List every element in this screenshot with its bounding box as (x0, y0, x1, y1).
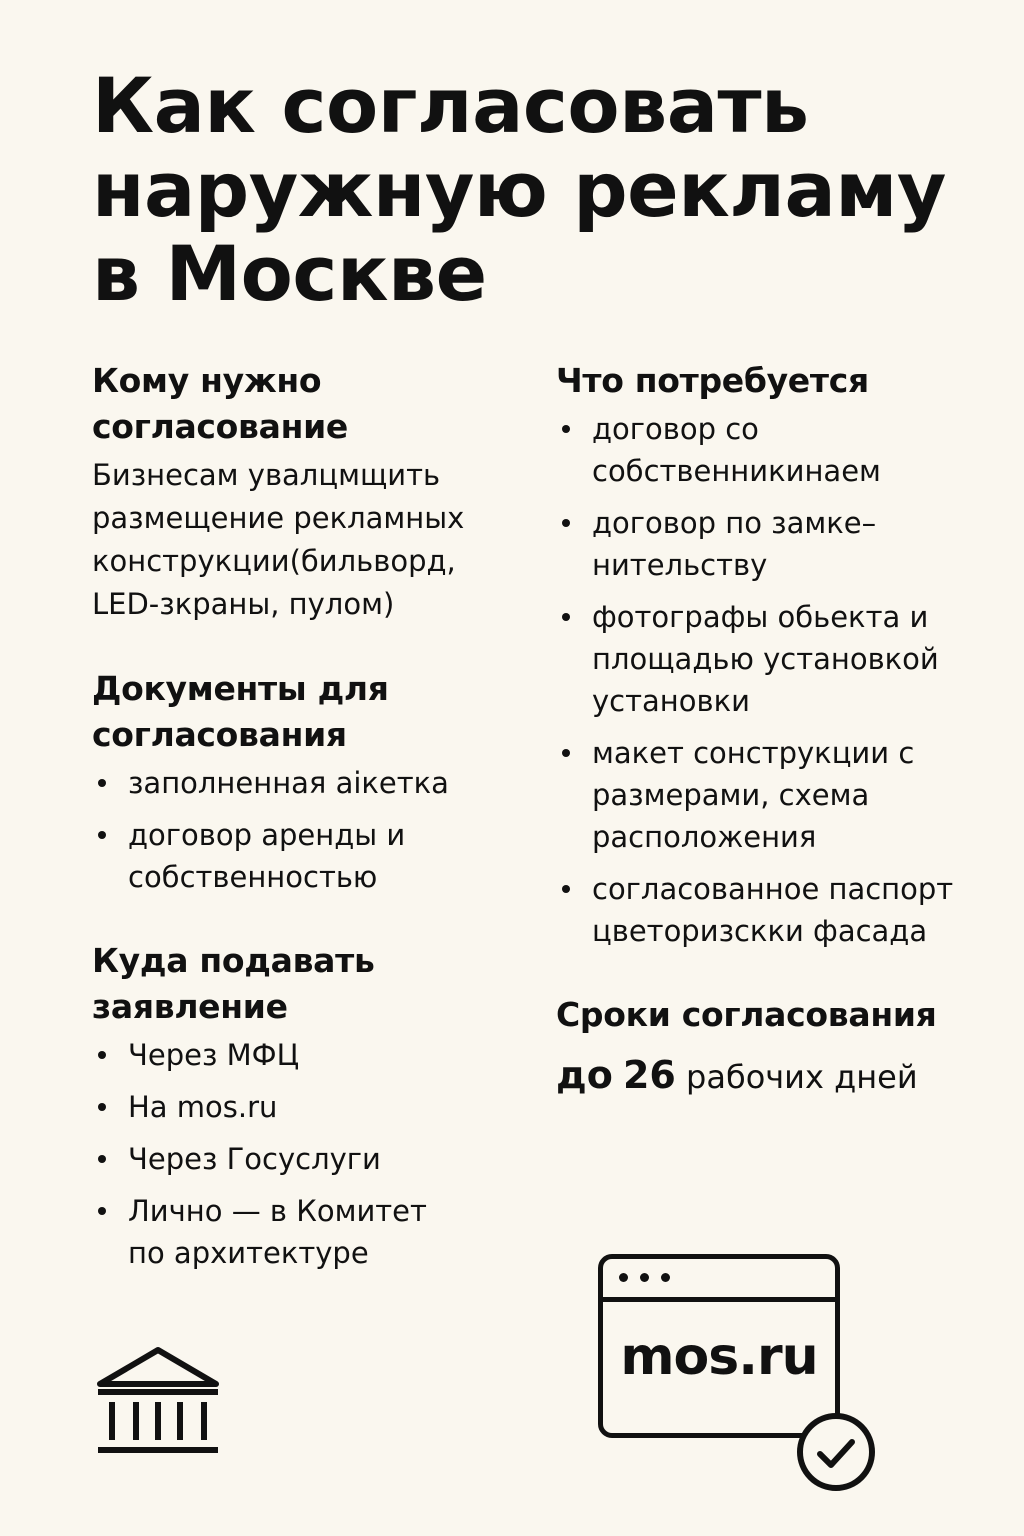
list-item: договор со собственникинаем (556, 408, 922, 492)
where-list (92, 1034, 512, 1274)
title-line-1: Как согласовать (92, 61, 809, 150)
documents-heading-line-2: согласования (92, 715, 347, 754)
documents-list (92, 762, 512, 898)
documents-heading (92, 666, 512, 758)
list-item: На mos.ru (92, 1086, 512, 1128)
where-section (92, 938, 512, 1274)
required-section (556, 358, 996, 952)
required-heading: Что потребуется (556, 361, 869, 400)
documents-section (92, 666, 512, 898)
browser-dots (619, 1273, 670, 1282)
checkmark-circle-icon (794, 1410, 878, 1494)
where-heading-line-2: заявление (92, 987, 288, 1026)
browser-label: mos.ru (620, 1327, 818, 1387)
government-building-icon (92, 1344, 224, 1460)
who-heading (92, 358, 512, 450)
page-title (92, 61, 972, 318)
deadline-prefix: до (556, 1053, 613, 1097)
who-text: Бизнесам увалцмщить размещение рекламных конструкции(бильворд, LED-зкраны, пулом) (92, 458, 465, 621)
required-list (556, 408, 996, 952)
browser-divider (603, 1297, 835, 1302)
where-heading-line-1: Куда подавать (92, 941, 375, 980)
who-heading-line-1: Кому нужно (92, 361, 322, 400)
title-line-2: наружную рекламу (92, 145, 946, 234)
list-item: заполненная аiкетка (92, 762, 512, 804)
list-item: макет сонструкции с размерами, схема расположения (556, 732, 932, 858)
list-item: согласованное паспорт цветоризскки фасада (556, 868, 972, 952)
left-column (92, 358, 512, 1314)
who-heading-line-2: согласование (92, 407, 349, 446)
deadline-value (556, 1052, 996, 1100)
list-item: Лично — в Комитет по архитектуре (92, 1190, 448, 1274)
title-line-3: в Москве (92, 229, 487, 318)
deadline-heading: Сроки согласования (556, 995, 937, 1034)
list-item: Через Госуслуги (92, 1138, 512, 1180)
right-column (556, 358, 996, 1140)
list-item: фотографы обьекта и площадью установкой установки (556, 596, 972, 722)
deadline-suffix: рабочих дней (686, 1058, 918, 1096)
list-item: договор по замке–нительству (556, 502, 912, 586)
list-item: договор аренды и собственностью (92, 814, 448, 898)
documents-heading-line-1: Документы для (92, 669, 389, 708)
list-item: Через МФЦ (92, 1034, 512, 1076)
who-section (92, 358, 512, 626)
where-heading (92, 938, 512, 1030)
deadline-number: 26 (622, 1053, 676, 1097)
deadline-section (556, 992, 996, 1100)
